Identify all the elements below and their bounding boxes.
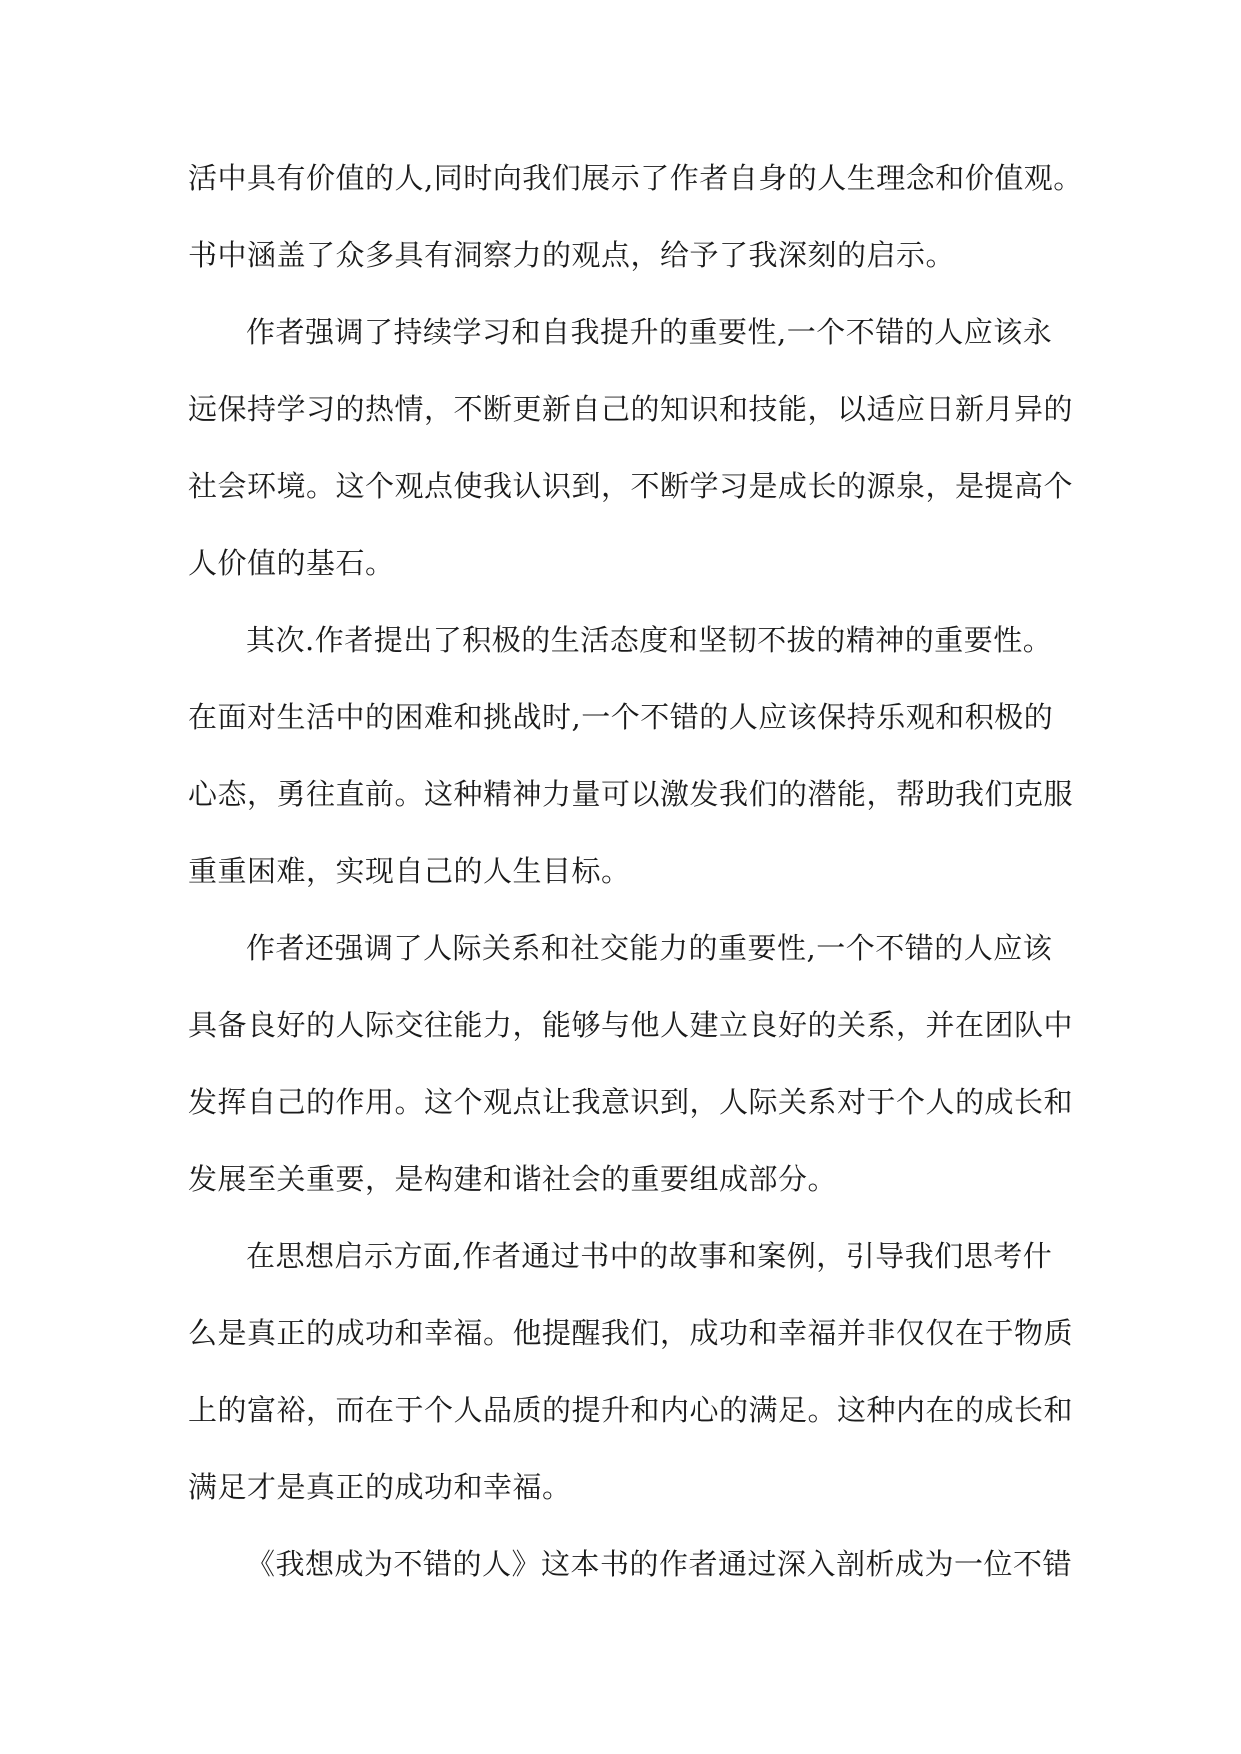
text-line: 上的富裕，而在于个人品质的提升和内心的满足。这种内在的成长和 — [188, 1393, 1074, 1427]
text-line: 在思想启示方面,作者通过书中的故事和案例，引导我们思考什 — [246, 1239, 1053, 1273]
text-line: 发挥自己的作用。这个观点让我意识到，人际关系对于个人的成长和 — [188, 1085, 1074, 1119]
text-line: 么是真正的成功和幸福。他提醒我们，成功和幸福并非仅仅在于物质 — [188, 1316, 1074, 1350]
body-text — [188, 140, 1083, 1603]
text-line: 其次.作者提出了积极的生活态度和坚韧不拔的精神的重要性。 — [246, 623, 1053, 657]
text-line: 作者还强调了人际关系和社交能力的重要性,一个不错的人应该 — [246, 931, 1053, 965]
text-line: 在面对生活中的困难和挑战时,一个不错的人应该保持乐观和积极的 — [188, 700, 1054, 734]
text-line: 重重困难，实现自己的人生目标。 — [188, 854, 631, 888]
text-line: 社会环境。这个观点使我认识到，不断学习是成长的源泉，是提高个 — [188, 469, 1074, 503]
text-line: 远保持学习的热情，不断更新自己的知识和技能，以适应日新月异的 — [188, 392, 1074, 426]
text-line: 满足才是真正的成功和幸福。 — [188, 1470, 572, 1504]
text-line: 书中涵盖了众多具有洞察力的观点，给予了我深刻的启示。 — [188, 238, 956, 272]
text-line: 活中具有价值的人,同时向我们展示了作者自身的人生理念和价值观。 — [188, 161, 1083, 195]
text-line: 人价值的基石。 — [188, 546, 395, 580]
text-line: 发展至关重要，是构建和谐社会的重要组成部分。 — [188, 1162, 838, 1196]
text-line: 作者强调了持续学习和自我提升的重要性,一个不错的人应该永 — [246, 315, 1053, 349]
text-line: 心态，勇往直前。这种精神力量可以激发我们的潜能，帮助我们克服 — [188, 777, 1074, 811]
text-line: 《我想成为不错的人》这本书的作者通过深入剖析成为一位不错 — [246, 1547, 1073, 1581]
text-line: 具备良好的人际交往能力，能够与他人建立良好的关系，并在团队中 — [188, 1008, 1074, 1042]
